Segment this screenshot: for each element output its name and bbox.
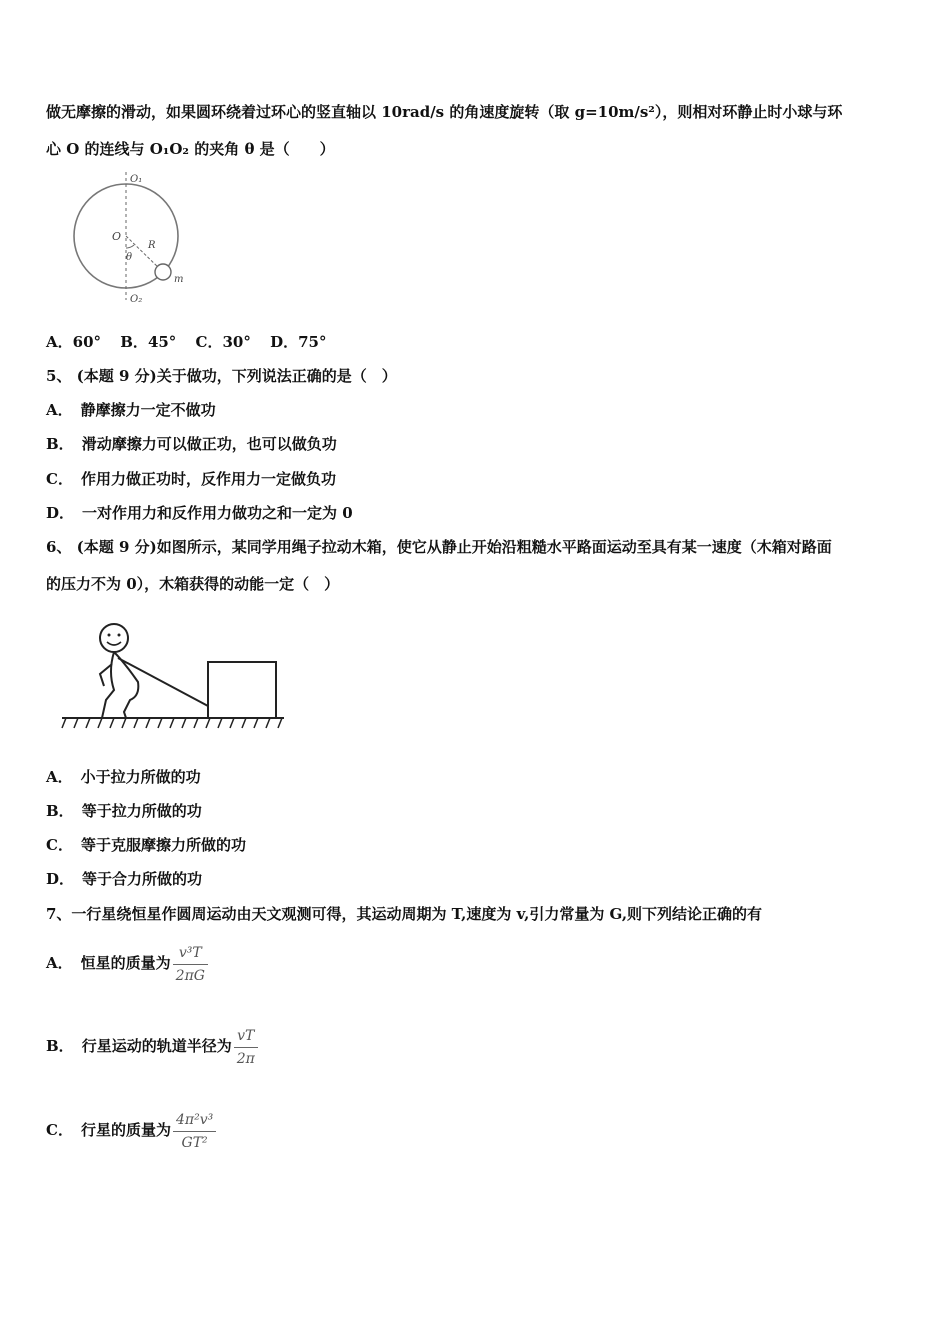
q6-option-b[interactable]: B． 等于拉力所做的功 xyxy=(46,802,202,820)
label-o1: O₁ xyxy=(130,174,143,185)
q4-option-d[interactable]: D．75° xyxy=(270,333,327,351)
label-o2: O₂ xyxy=(130,294,143,305)
ground-hatch xyxy=(62,718,282,728)
label-m: m xyxy=(174,274,184,285)
person-body xyxy=(100,652,138,718)
q6-stem-line2: 的压力不为 0），木箱获得的动能一定（ ） xyxy=(46,575,340,593)
q7-b-fraction: $\frac{vT}{2\pi}$ xyxy=(234,1025,258,1070)
q6-option-c[interactable]: C． 等于克服摩擦力所做的功 xyxy=(46,836,246,854)
q6-stem-line1: 6、 (本题 9 分)如图所示，某同学用绳子拉动木箱，使它从静止开始沿粗糙水平路面运动至具有某一速度（木箱对路面 xyxy=(46,538,832,556)
label-theta: θ xyxy=(126,252,133,263)
q7-option-b[interactable]: B． 行星运动的轨道半径为 $\frac{vT}{2\pi}$ xyxy=(46,1022,258,1070)
ball xyxy=(155,264,171,280)
q4-option-a[interactable]: A．60° xyxy=(46,333,102,351)
q4-option-c[interactable]: C．30° xyxy=(195,333,251,351)
q4-options xyxy=(46,332,327,352)
pulling-box-figure xyxy=(52,612,292,742)
wooden-box xyxy=(208,662,276,718)
q7-c-fraction: $\frac{\text{4π²v³}}{\text{GT²}}$ xyxy=(173,1109,216,1154)
q5-option-d[interactable]: D． 一对作用力和反作用力做功之和一定为 0 xyxy=(46,504,353,522)
q7-stem: 7、一行星绕恒星作圆周运动由天文观测可得，其运动周期为 T,速度为 v,引力常量为 G,则下列结论正确的有 xyxy=(46,905,763,923)
q6-option-d[interactable]: D． 等于合力所做的功 xyxy=(46,870,203,888)
person-head xyxy=(100,624,128,652)
ring-figure xyxy=(62,168,202,308)
q4-option-b[interactable]: B．45° xyxy=(120,333,177,351)
q6-option-a[interactable]: A． 小于拉力所做的功 xyxy=(46,768,201,786)
label-o: O xyxy=(112,230,122,243)
q5-option-b[interactable]: B． 滑动摩擦力可以做正功，也可以做负功 xyxy=(46,435,337,453)
q7-option-a[interactable]: A． 恒星的质量为 $\frac{\text{v³T}}{2\pi G}$ xyxy=(46,939,208,987)
q4-text-line1: 做无摩擦的滑动，如果圆环绕着过环心的竖直轴以 10rad/s 的角速度旋转（取 g=10m/s²），则相对环静止时小球与环 xyxy=(46,103,843,121)
q5-option-a[interactable]: A． 静摩擦力一定不做功 xyxy=(46,401,216,419)
theta-arc xyxy=(126,245,134,248)
q4-text-line2: 心 O 的连线与 O₁O₂ 的夹角 θ 是（ ） xyxy=(46,140,335,158)
q7-a-fraction: $\frac{\text{v³T}}{2\pi G}$ xyxy=(173,942,208,987)
q5-option-c[interactable]: C． 作用力做正功时，反作用力一定做负功 xyxy=(46,470,336,488)
label-r: R xyxy=(148,240,156,251)
q5-stem: 5、 (本题 9 分)关于做功，下列说法正确的是（ ） xyxy=(46,367,397,385)
q7-option-c[interactable]: C． 行星的质量为 $\frac{\text{4π²v³}}{\text{GT²}}$ xyxy=(46,1106,216,1154)
